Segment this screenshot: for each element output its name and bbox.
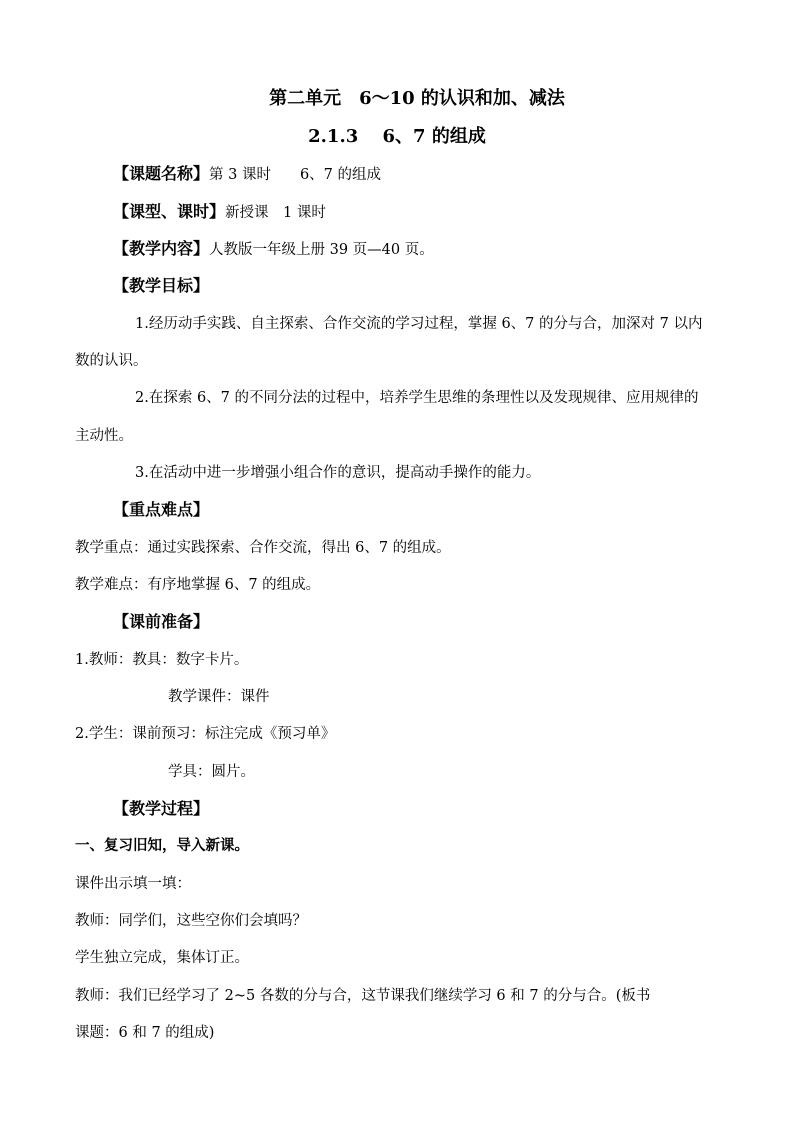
- prep-teacher-courseware: 教学课件：课件: [168, 689, 270, 705]
- process-heading: 【教学过程】: [113, 799, 210, 818]
- key-points-heading: 【重点难点】: [113, 500, 210, 519]
- process-line: 课件出示填一填：: [75, 876, 191, 892]
- field-value: 第 3 课时 6、7 的组成: [209, 167, 382, 183]
- section-1-heading: 一、复习旧知，导入新课。: [75, 837, 249, 854]
- field-lesson-content: [113, 240, 434, 259]
- field-label: 【课型、课时】: [113, 202, 226, 221]
- document-title: 第二单元 6～10 的认识和加、减法: [269, 88, 565, 109]
- goal-1-line-1: 1.经历动手实践、自主探索、合作交流的学习过程，掌握 6、7 的分与合，加深对 7 以内: [135, 316, 703, 332]
- process-line: 教师：同学们，这些空你们会填吗？: [75, 913, 307, 929]
- key-point: 教学重点：通过实践探索、合作交流，得出 6、7 的组成。: [75, 540, 451, 556]
- field-lesson-type: [113, 203, 326, 222]
- difficult-point: 教学难点：有序地掌握 6、7 的组成。: [75, 577, 321, 593]
- goal-2-line-1: 2.在探索 6、7 的不同分法的过程中，培养学生思维的条理性以及发现规律、应用规律的: [135, 390, 699, 406]
- prep-heading: 【课前准备】: [113, 612, 210, 631]
- prep-student: 2.学生：课前预习：标注完成《预习单》: [75, 726, 336, 742]
- process-line: 课题：6 和 7 的组成): [75, 1025, 215, 1041]
- process-line: 教师：我们已经学习了 2~5 各数的分与合，这节课我们继续学习 6 和 7 的分与合。(板书: [75, 988, 651, 1004]
- process-line: 学生独立完成，集体订正。: [75, 950, 249, 966]
- field-value: 新授课 1 课时: [225, 205, 326, 221]
- field-label: 【课题名称】: [113, 164, 210, 183]
- prep-student-tools: 学具：圆片。: [168, 764, 255, 780]
- goal-1-line-2: 数的认识。: [75, 353, 148, 369]
- prep-teacher: 1.教师：教具：数字卡片。: [75, 652, 249, 668]
- field-value: 人教版一年级上册 39 页—40 页。: [209, 242, 434, 258]
- document-subtitle: 2.1.3 6、7 的组成: [308, 126, 486, 147]
- goal-2-line-2: 主动性。: [75, 428, 133, 444]
- field-label: 【教学内容】: [113, 239, 210, 258]
- goals-heading: 【教学目标】: [113, 276, 210, 295]
- goal-3-line-1: 3.在活动中进一步增强小组合作的意识，提高动手操作的能力。: [135, 465, 541, 481]
- field-lesson-name: [113, 165, 381, 184]
